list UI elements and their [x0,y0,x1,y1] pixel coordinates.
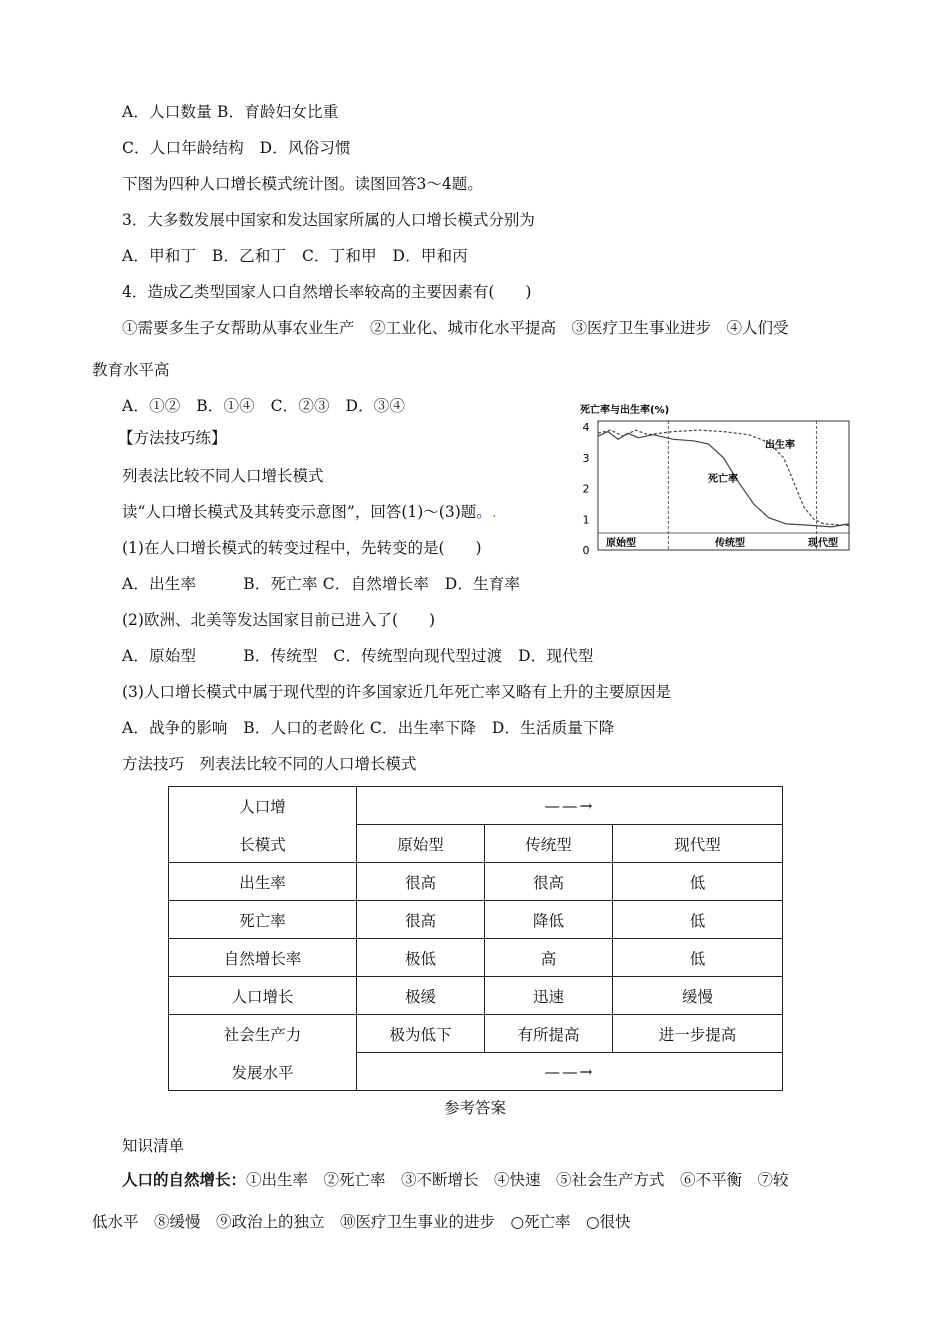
table-row-label: 人口增长 [169,977,357,1015]
table-cell: 极为低下 [357,1015,485,1053]
question-3-options: A．甲和丁 B．乙和丁 C．丁和甲 D．甲和丙 [122,247,468,265]
q2-options-cd: C．人口年龄结构 D．风俗习惯 [122,139,351,157]
table-row-label: 自然增长率 [169,939,357,977]
chart-title: 死亡率与出生率(%) [580,405,670,416]
chart-question-intro: 读“人口增长模式及其转变示意图”，回答(1)～(3)题。. [122,503,497,521]
question-4-statements: ①需要多生子女帮助从事农业生产 ②工业化、城市化水平提高 ③医疗卫生事业进步 ④人们受 [122,319,789,337]
table-row-label-line: 社会生产力 [223,1025,302,1044]
table-header-line: 长模式 [239,835,286,854]
sub-question-2: (2)欧洲、北美等发达国家目前已进入了( ) [122,611,436,629]
table-row-label [169,1015,357,1091]
y-tick-label: 1 [582,513,590,527]
stage-label-modern: 现代型 [808,538,838,549]
table-row [169,787,783,825]
table-arrow-bottom: ——→ [357,1053,783,1091]
knowledge-line-2: 低水平 ⑧缓慢 ⑨政治上的独立 ⑩医疗卫生事业的进步 ○死亡率 ○很快 [92,1213,631,1231]
y-axis-ticks [583,421,590,557]
table-row-label-line: 发展水平 [231,1063,294,1082]
figure-intro: 下图为四种人口增长模式统计图。读图回答3～4题。 [122,175,483,193]
growth-model-table [168,786,783,1091]
table-type-cell: 原始型 [357,825,485,863]
method-tip: 方法技巧 列表法比较不同的人口增长模式 [122,755,417,773]
population-growth-chart [580,400,850,560]
table-row [169,901,783,939]
table-type-cell: 传统型 [485,825,613,863]
section-subheading: 列表法比较不同人口增长模式 [122,467,324,485]
table-row [169,939,783,977]
table-cell: 降低 [485,901,613,939]
knowledge-heading: 知识清单 [122,1137,185,1155]
answer-title: 参考答案 [443,1099,506,1117]
table-cell: 极缓 [357,977,485,1015]
q2-options-ab: A．人口数量 B．育龄妇女比重 [122,103,339,121]
table-type-cell: 现代型 [613,825,783,863]
table-cell: 极低 [357,939,485,977]
table-row-label: 出生率 [169,863,357,901]
y-tick-label: 2 [582,482,590,496]
series-label-death: 死亡率 [708,474,738,485]
y-tick-label: 4 [582,421,590,434]
table-cell: 低 [613,863,783,901]
table-row [169,1015,783,1053]
table-arrow-top: ——→ [357,787,783,825]
stage-label-traditional: 传统型 [715,538,745,549]
sub-question-3: (3)人口增长模式中属于现代型的许多国家近几年死亡率又略有上升的主要原因是 [122,683,671,701]
table-cell: 高 [485,939,613,977]
table-cell: 迅速 [485,977,613,1015]
table-cell: 低 [613,901,783,939]
sub-question-1: (1)在人口增长模式的转变过程中，先转变的是( ) [122,539,482,557]
table-row [169,977,783,1015]
table-header-line: 人口增 [239,797,286,816]
sub-question-3-options: A．战争的影响 B．人口的老龄化 C．出生率下降 D．生活质量下降 [122,719,615,737]
table-row [169,863,783,901]
table-header-cell [169,787,357,863]
question-4: 4．造成乙类型国家人口自然增长率较高的主要因素有( ) [122,283,532,301]
question-4-options: A．①② B．①④ C．②③ D．③④ [122,397,406,415]
series-label-birth: 出生率 [765,440,795,451]
section-heading: 【方法技巧练】 [118,429,227,447]
question-3: 3．大多数发展中国家和发达国家所属的人口增长模式分别为 [122,211,535,229]
table-cell: 进一步提高 [613,1015,783,1053]
knowledge-label: 人口的自然增长： [122,1170,247,1189]
sub-question-2-options: A．原始型 B．传统型 C．传统型向现代型过渡 D．现代型 [122,647,594,665]
table-cell: 有所提高 [485,1015,613,1053]
table-cell: 很高 [485,863,613,901]
knowledge-line-1: 人口的自然增长：①出生率 ②死亡率 ③不断增长 ④快速 ⑤社会生产方式 ⑥不平衡 ⑦较 [122,1170,789,1189]
sub-question-1-options: A．出生率 B．死亡率 C．自然增长率 D．生育率 [122,575,521,593]
table-cell: 缓慢 [613,977,783,1015]
y-tick-label: 0 [582,544,590,557]
question-4-statements-cont: 教育水平高 [92,361,170,379]
table-row-label: 死亡率 [169,901,357,939]
chart-frame [598,421,849,550]
table-cell: 低 [613,939,783,977]
stray-dot: . [491,503,497,521]
table-cell: 很高 [357,901,485,939]
stage-label-primitive: 原始型 [606,538,636,549]
stage-dividers [598,421,849,550]
y-tick-label: 3 [582,451,590,465]
table-cell: 很高 [357,863,485,901]
